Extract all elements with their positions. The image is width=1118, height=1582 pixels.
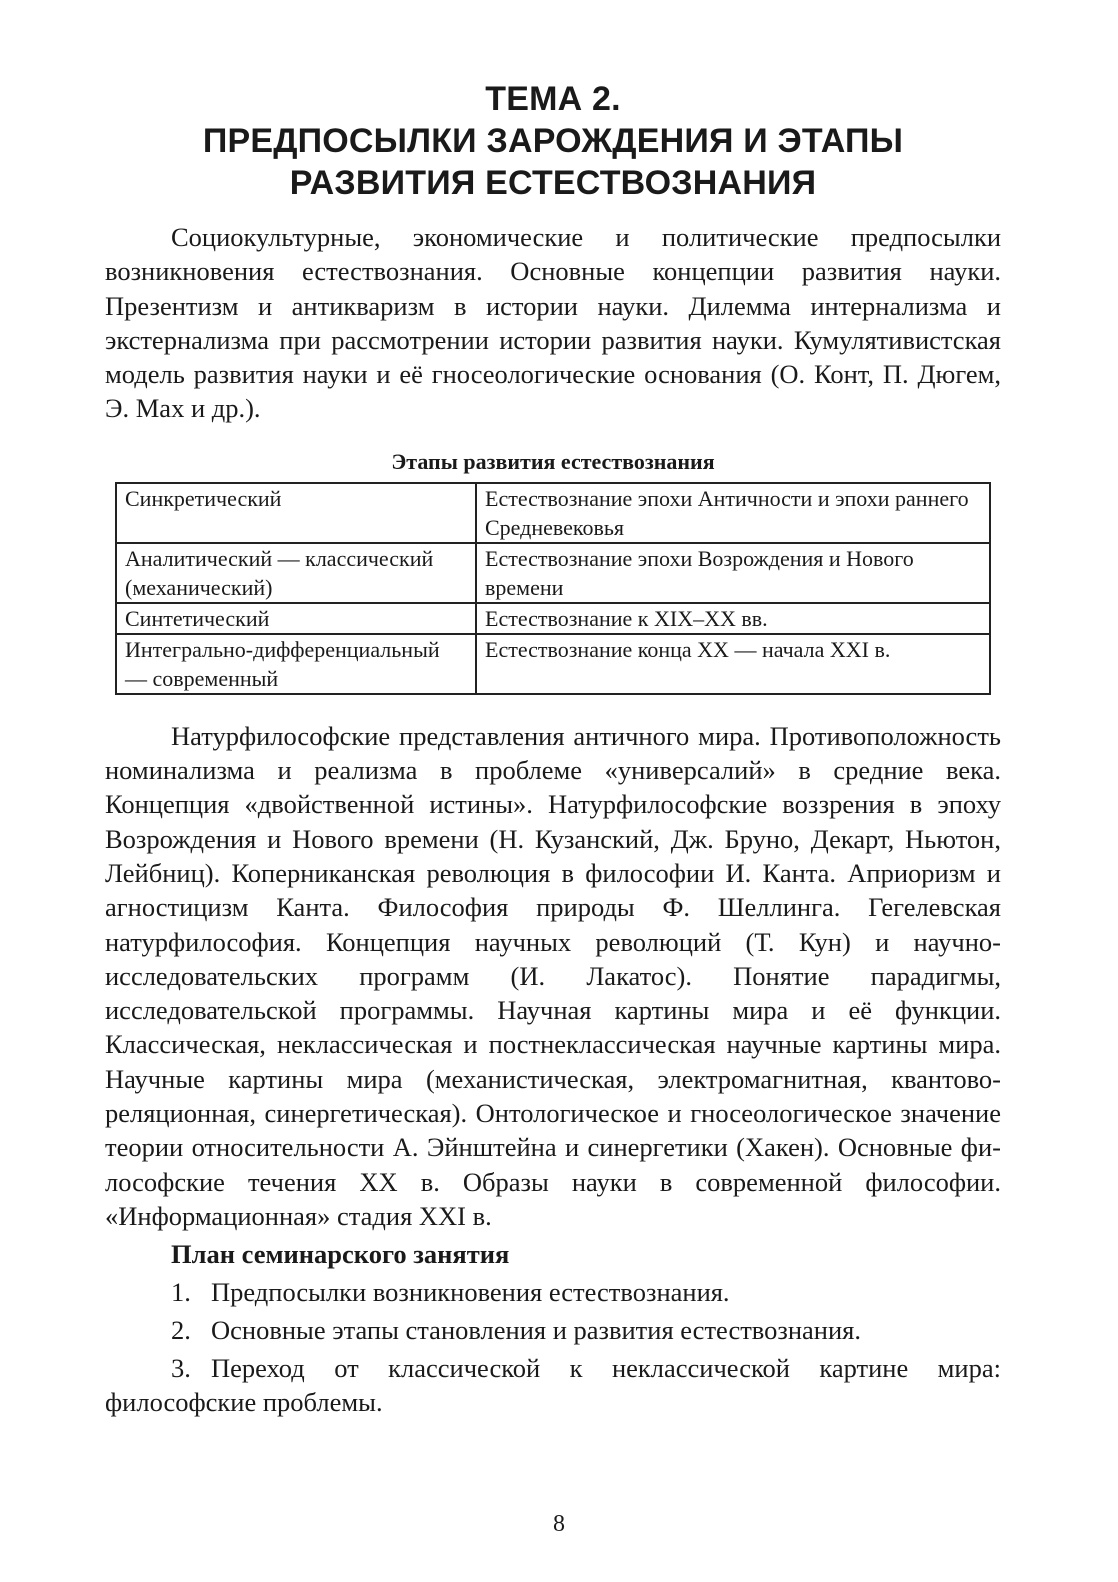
list-item-text: Основные этапы становления и развития естествознания. <box>211 1315 861 1346</box>
list-item-number: 3. <box>171 1353 191 1384</box>
page-number: 8 <box>553 1511 565 1537</box>
table-caption: Этапы развития естествознания <box>391 448 715 474</box>
table-row <box>116 543 990 603</box>
list-item-text: Переход от классической к неклассической картине мира: философские проблемы. <box>105 1353 1001 1418</box>
topic-title-line-2: РАЗВИТИЯ ЕСТЕСТВОЗНАНИЯ <box>289 164 817 202</box>
stage-cell: Аналитический — классический (механический) <box>116 543 476 603</box>
description-cell: Естествознание конца XX — начала XXI в. <box>476 634 990 694</box>
topic-heading <box>105 78 1001 204</box>
page-content <box>105 78 1001 1423</box>
list-item <box>105 1275 1001 1309</box>
body-paragraph: Натурфилософские представления античного мира. Противоположность номинализма и реализма в проблеме «универсалий» в средние века. Концепция «двойственной истины». Натурфилософские воззрения в эпоху Возрождения и Нового времени (Н. Кузанский, Дж. Бруно, Декарт, Ньютон, Лейбниц). Коперниканская революция в философии И. Канта. Априоризм и агностицизм Канта. Философия природы Ф. Шеллинга. Гегелевская натурфилософия. Концепция научных революций (Т. Кун) и научно-исследовательских программ (И. Лакатос). Понятие парадигмы, исследовательской программы. Научная картины мира и её функции. Классическая, неклассическая и постнеклассическая научные картины мира. Научные картины мира (механистическая, электромагнитная, квантово-реляционная, синергетическая). Онтологическое и гносеологическое значение теории относительности А. Эйнштейна и синергетики (Хакен). Основные философские течения XX в. Образы науки в современной философии. «Информационная» стадия XXI в. <box>105 720 1001 1231</box>
list-item <box>105 1351 1001 1419</box>
seminar-plan-title: План семинарского занятия <box>171 1239 510 1270</box>
table-row <box>116 603 990 634</box>
description-cell: Естествознание эпохи Античности и эпохи раннего Средневековья <box>476 483 990 543</box>
list-item-text: Предпосылки возникновения естествознания. <box>211 1277 730 1308</box>
stage-cell: Синкретический <box>116 483 476 543</box>
list-item-number: 2. <box>171 1315 191 1346</box>
intro-paragraph: Социокультурные, экономические и политические предпосылки возникновения естествознания. Основные концепции развития науки. Презентизм и антикваризм в истории науки. Дилемма интернализма и экстернализма при рассмотрении истории развития науки. Кумулятивистская модель развития науки и её гносеологические основания (О. Конт, П. Дюгем, Э. Мах и др.). <box>105 222 1001 424</box>
description-cell: Естествознание эпохи Возрождения и Нового времени <box>476 543 990 603</box>
table-row <box>116 634 990 694</box>
table-row <box>116 483 990 543</box>
list-item <box>105 1313 1001 1347</box>
stage-cell: Интегрально-дифференциальный — современный <box>116 634 476 694</box>
stages-table <box>115 482 991 695</box>
description-cell: Естествознание к XIX–XX вв. <box>476 603 990 634</box>
topic-title-line-1: ПРЕДПОСЫЛКИ ЗАРОЖДЕНИЯ И ЭТАПЫ <box>202 122 904 160</box>
stage-cell: Синтетический <box>116 603 476 634</box>
topic-number: ТЕМА 2. <box>485 80 621 118</box>
list-item-number: 1. <box>171 1277 191 1308</box>
seminar-plan-list <box>105 1275 1001 1419</box>
